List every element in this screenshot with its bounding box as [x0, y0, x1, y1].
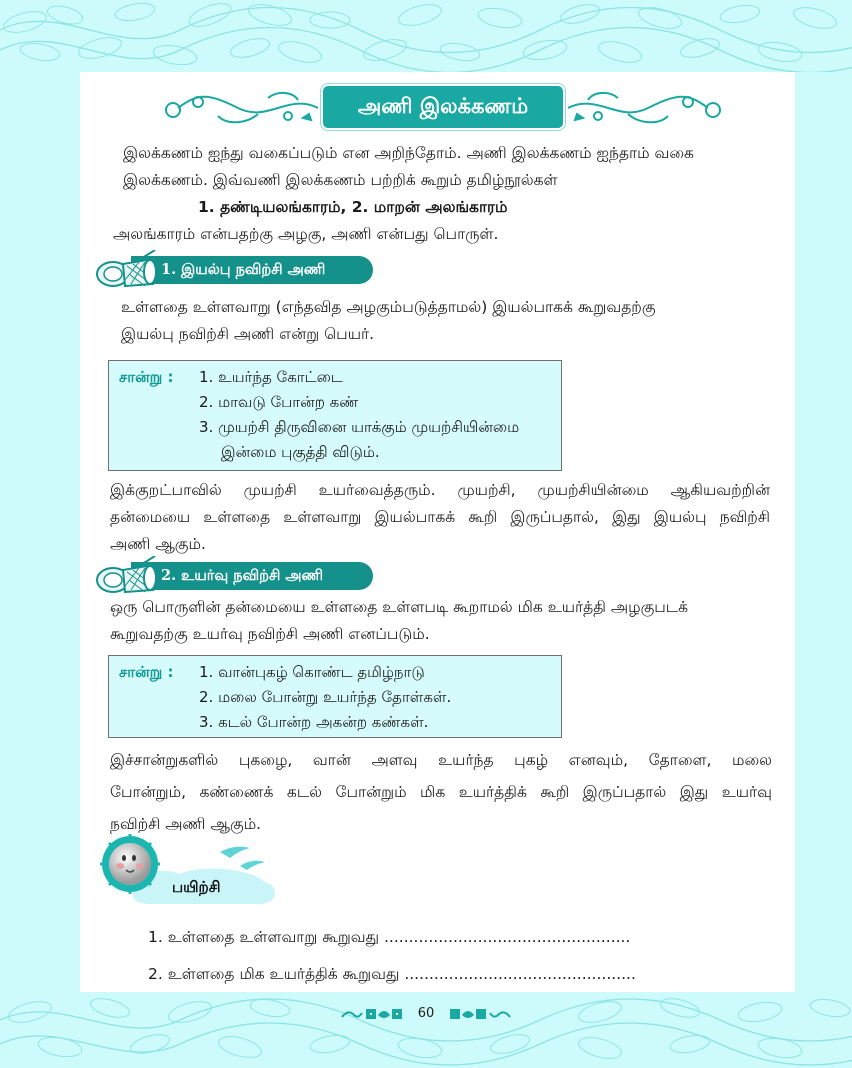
leaf-pattern-icon [0, 992, 852, 1068]
section-2-explanation [110, 744, 772, 840]
bottom-leaf-border [0, 992, 852, 1068]
section-1-explanation [110, 477, 770, 558]
section-1-definition [123, 294, 763, 348]
section-heading-1 [95, 250, 375, 286]
example-label: சான்று : [119, 663, 174, 681]
section-2-example-box [108, 655, 562, 738]
explanation-line: இக்குறட்பாவில் முயற்சி உயர்வைத்தரும். முயற்சி, முயற்சியின்மை ஆகியவற்றின் [110, 481, 770, 499]
book-list: 1. தண்டியலங்காரம், 2. மாறன் அலங்காரம் [198, 198, 508, 216]
intro-line: இலக்கணம். இவ்வணி இலக்கணம் பற்றிக் கூறும் தமிழ்நூல்கள் [123, 171, 558, 189]
explanation-line: நவிற்சி அணி ஆகும். [110, 815, 262, 833]
definition-line: இயல்பு நவிற்சி அணி என்று பெயர். [121, 325, 375, 343]
section-2-definition [110, 594, 770, 648]
page-title-banner [80, 86, 795, 134]
section-1-example-box [108, 360, 562, 471]
example-item: 2. மாவடு போன்ற கண் [199, 393, 359, 411]
example-item: 3. முயற்சி திருவினை யாக்கும் முயற்சியின்மை [199, 418, 520, 436]
practice-question-2[interactable]: 2. உள்ளதை மிக உயர்த்திக் கூறுவது ............................................... [148, 965, 636, 983]
page-title: அணி இலக்கணம் [323, 86, 563, 128]
intro-line: இலக்கணம் ஐந்து வகைப்படும் என அறிந்தோம். அணி இலக்கணம் ஐந்தாம் வகை [123, 144, 694, 162]
example-item: 1. உயர்ந்த கோட்டை [199, 368, 343, 386]
section-title: 2. உயர்வு நவிற்சி அணி [131, 562, 373, 590]
definition-line: ஒரு பொருளின் தன்மையை உள்ளதை உள்ளபடி கூறாமல் மிக உயர்த்தி அழகுபடக் [110, 598, 689, 616]
example-item: 3. கடல் போன்ற அகன்ற கண்கள். [199, 713, 429, 731]
explanation-line: அணி ஆகும். [110, 535, 206, 553]
flourish-right-icon [568, 88, 748, 128]
drum-icon [95, 556, 165, 596]
definition-line: கூறுவதற்கு உயர்வு நவிற்சி அணி எனப்படும். [110, 625, 430, 643]
drum-icon [95, 250, 165, 290]
meaning-line: அலங்காரம் என்பதற்கு அழகு, அணி என்பது பொருள். [113, 225, 499, 243]
section-title: 1. இயல்பு நவிற்சி அணி [131, 256, 373, 284]
flourish-left-icon [138, 88, 318, 128]
definition-line: உள்ளதை உள்ளவாறு (எந்தவித அழகும்படுத்தாமல்) இயல்பாகக் கூறுவதற்கு [121, 298, 656, 316]
footer-ornament-right-icon [448, 1007, 512, 1021]
page-sheet [80, 72, 795, 992]
example-item: இன்மை புகுத்தி விடும். [221, 443, 380, 461]
explanation-line: தன்மையை உள்ளதை உள்ளவாறு இயல்பாகக் கூறி இருப்பதால், இது இயல்பு நவிற்சி [110, 508, 770, 526]
practice-question-1[interactable]: 1. உள்ளதை உள்ளவாறு கூறுவது .................................................. [148, 928, 631, 946]
intro-paragraph [113, 140, 763, 248]
practice-label: பயிற்சி [172, 878, 221, 896]
explanation-line: இச்சான்றுகளில் புகழை, வான் அளவு உயர்ந்த புகழ் எனவும், தோளை, மலை [110, 751, 772, 769]
footer-ornament-left-icon [340, 1007, 404, 1021]
page-number: 60 [417, 1006, 435, 1021]
practice-heading [100, 834, 290, 908]
example-label: சான்று : [119, 368, 174, 386]
page-number-footer [0, 1006, 852, 1021]
explanation-line: போன்றும், கண்ணைக் கடல் போன்றும் மிக உயர்த்திக் கூறி இருப்பதால் இது உயர்வு [110, 783, 772, 801]
top-leaf-border [0, 0, 852, 72]
section-heading-2 [95, 556, 375, 592]
example-item: 1. வான்புகழ் கொண்ட தமிழ்நாடு [199, 663, 425, 681]
leaf-pattern-icon [0, 0, 852, 72]
example-item: 2. மலை போன்று உயர்ந்த தோள்கள். [199, 688, 452, 706]
